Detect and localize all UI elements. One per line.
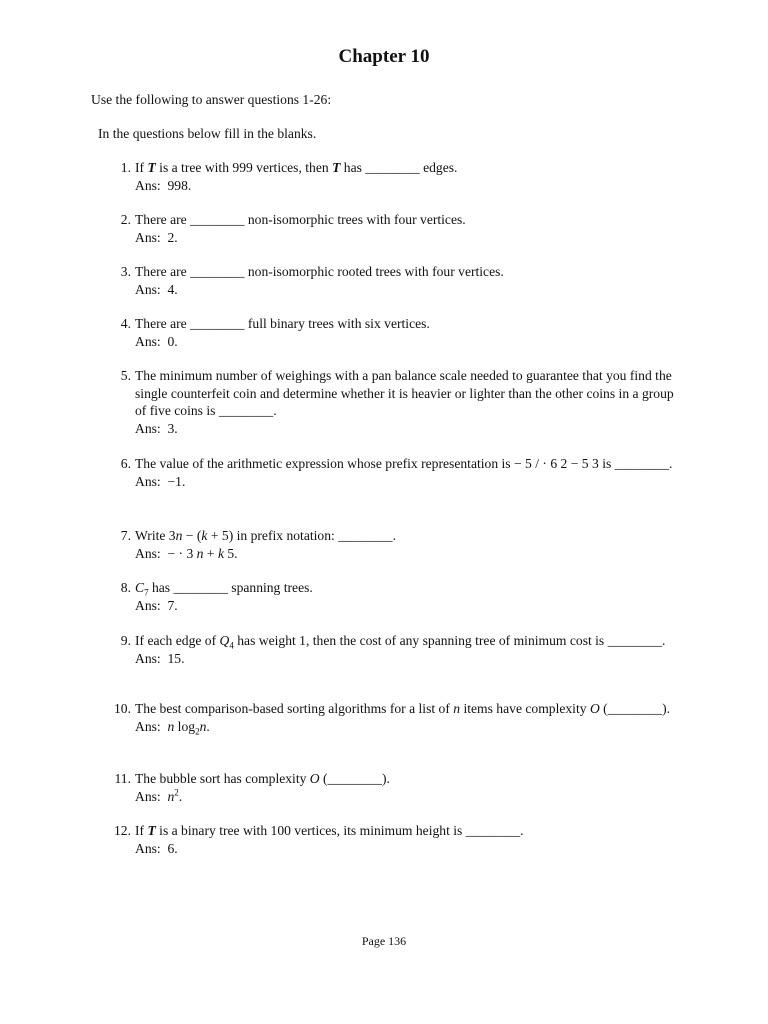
answer-blank: ________ [465, 823, 521, 838]
answer-line: Ans: −1. [135, 473, 186, 489]
intro-text: Use the following to answer questions 1-26: [91, 92, 332, 107]
answer-line: Ans: $n^2$. [135, 786, 183, 804]
answer-blank: ________ [614, 456, 670, 471]
question-number: 11. [114, 771, 131, 786]
answer-line: Ans: 998. [135, 177, 192, 193]
answer-blank: ________ [190, 212, 245, 227]
answer-line: Ans: 2. [135, 229, 178, 245]
page-number: Page 136 [361, 934, 407, 948]
question-number: 3. [120, 264, 131, 279]
answer-blank: ________ [607, 633, 662, 648]
answer-line: Ans: 15. [135, 650, 185, 666]
question-number: 12. [114, 823, 131, 838]
answer-blank: ________ [173, 580, 228, 595]
question-number: 8. [120, 580, 131, 595]
answer-line: Ans: 7. [135, 597, 178, 613]
question-number: 6. [120, 456, 131, 471]
answer-line: Ans: 6. [135, 840, 178, 856]
question-number: 4. [120, 316, 131, 331]
question-number: 1. [120, 160, 131, 175]
answer-blank: ________ [190, 316, 245, 331]
answer-line: Ans: 0. [135, 333, 178, 349]
question-number: 5. [120, 368, 131, 383]
answer-line: Ans: 4. [135, 281, 178, 297]
answer-blank: ________ [607, 701, 663, 716]
answer-blank: ________ [190, 264, 245, 279]
answer-blank: ________ [338, 528, 393, 543]
question-number: 9. [120, 633, 131, 648]
answer-blank: ________ [218, 403, 274, 418]
instruction-text: In the questions below fill in the blanks. [98, 126, 317, 141]
question-number: 10. [114, 701, 131, 716]
question-number: 2. [120, 212, 131, 227]
answer-line: Ans: − · 3 n + k 5. [135, 545, 238, 561]
chapter-title: Chapter 10 [338, 46, 430, 67]
answer-blank: ________ [365, 160, 420, 175]
answer-line: Ans: 3. [135, 420, 178, 436]
answer-line: Ans: n $\log_2n$. [135, 718, 210, 737]
answer-blank: ________ [327, 771, 382, 786]
question-number: 7. [120, 528, 131, 543]
